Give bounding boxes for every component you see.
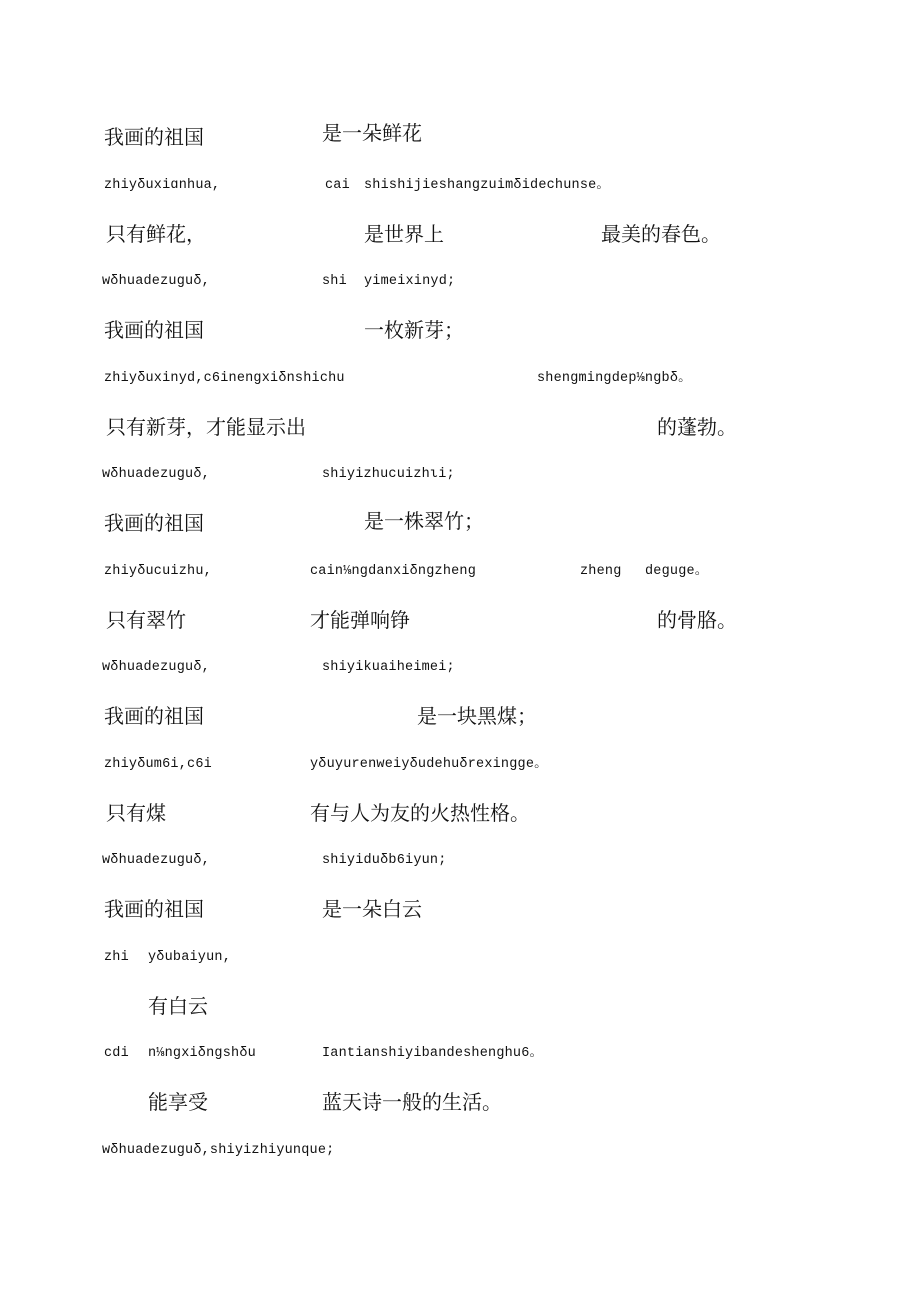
pinyin-line: shishijieshangzuimδidechunse。 (364, 178, 611, 193)
pinyin-line: yδubaiyun, (148, 950, 232, 965)
pinyin-line: zhiyδucuizhu, (104, 564, 212, 579)
poem-line: 只有鲜花， (106, 222, 206, 246)
poem-line: 是一朵鲜花 (322, 121, 422, 145)
pinyin-line: shiyiduδb6iyun; (322, 853, 447, 868)
poem-line: 我画的祖国 (104, 897, 204, 921)
pinyin-line: zheng (580, 564, 622, 579)
pinyin-line: yimeixinyd; (364, 274, 456, 289)
poem-line: 能享受 (148, 1090, 208, 1114)
pinyin-line: zhiyδum6i,c6i (104, 757, 212, 772)
poem-line: 蓝天诗一般的生活。 (322, 1090, 502, 1114)
poem-line: 我画的祖国 (104, 318, 204, 342)
pinyin-line: yδuyurenweiyδudehuδrexingge。 (310, 757, 548, 772)
pinyin-line: n⅛ngxiδngshδu (148, 1046, 256, 1061)
poem-line: 只有新芽，才能显示出 (106, 415, 306, 439)
poem-line: 有白云 (148, 994, 208, 1018)
pinyin-line: wδhuadezuguδ, (102, 660, 210, 675)
poem-line: 我画的祖国 (104, 704, 204, 728)
poem-line: 是世界上 (364, 222, 444, 246)
pinyin-line: zhiyδuxiɑnhua, (104, 178, 221, 193)
pinyin-line: wδhuadezuguδ,shiyizhiyunque; (102, 1143, 335, 1158)
pinyin-line: shi (322, 274, 347, 289)
poem-line: 是一块黑煤； (417, 704, 537, 728)
pinyin-line: wδhuadezuguδ, (102, 274, 210, 289)
poem-line: 只有煤 (106, 801, 166, 825)
pinyin-line: wδhuadezuguδ, (102, 853, 210, 868)
poem-line: 的骨胳。 (657, 608, 737, 632)
pinyin-line: zhiyδuxinyd,c6inengxiδnshichu (104, 371, 345, 386)
poem-line: 只有翠竹 (106, 608, 186, 632)
poem-line: 我画的祖国 (104, 511, 204, 535)
pinyin-line: cain⅛ngdanxiδngzheng (310, 564, 477, 579)
poem-line: 是一株翠竹； (364, 509, 484, 533)
poem-line: 才能弹响铮 (310, 608, 410, 632)
pinyin-line: shiyizhucuizhιi; (322, 467, 455, 482)
poem-line: 最美的春色。 (601, 222, 721, 246)
poem-line: 有与人为友的火热性格。 (310, 801, 530, 825)
poem-line: 的蓬勃。 (657, 415, 737, 439)
poem-line: 我画的祖国 (104, 125, 204, 149)
pinyin-line: Iantianshiyibandeshenghu6。 (322, 1046, 544, 1061)
pinyin-line: wδhuadezuguδ, (102, 467, 210, 482)
pinyin-line: shengmingdep⅛ngbδ。 (537, 371, 692, 386)
pinyin-line: cdi (104, 1046, 129, 1061)
pinyin-line: deguge。 (645, 564, 709, 579)
poem-line: 是一朵白云 (322, 897, 422, 921)
pinyin-line: zhi (104, 950, 129, 965)
poem-line: 一枚新芽； (364, 318, 464, 342)
pinyin-line: cai (325, 178, 350, 193)
pinyin-line: shiyikuaiheimei; (322, 660, 455, 675)
